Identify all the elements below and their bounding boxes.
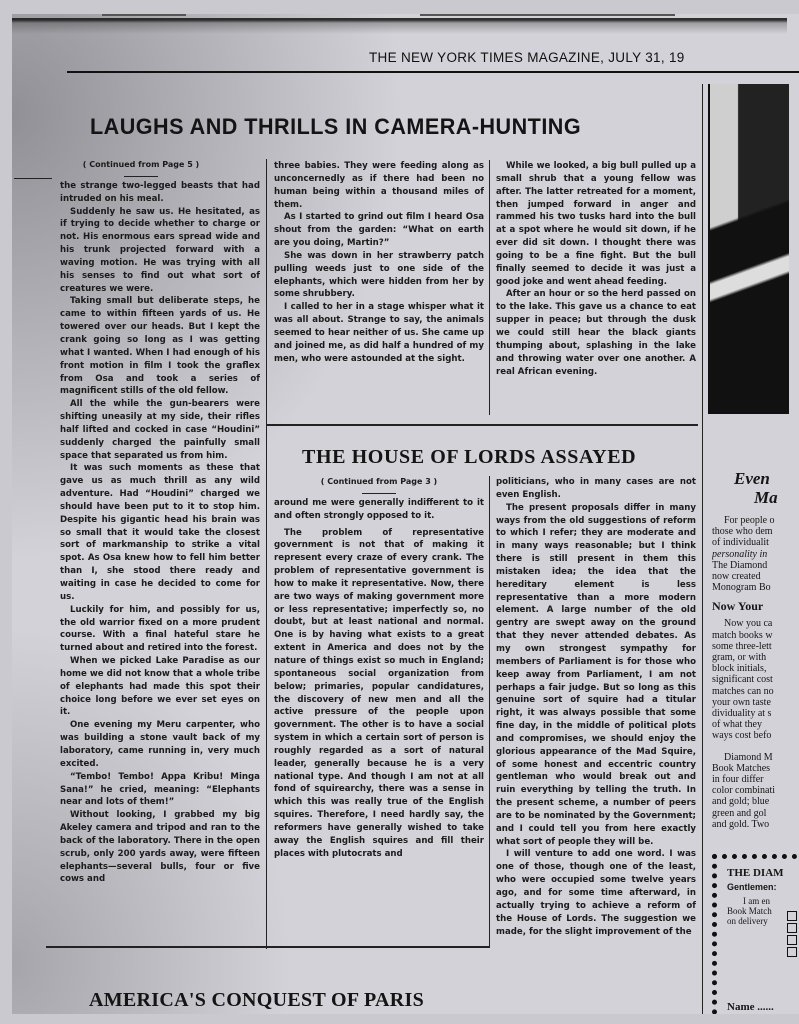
paragraph: She was down in her strawberry patch pulling weeds just to one side of the elephants, which were hidden from her by some shrubbery. — [274, 250, 484, 300]
coupon-checkboxes — [787, 911, 797, 959]
column-rule — [489, 476, 490, 946]
article2-column-2 — [496, 476, 696, 1014]
paragraph: I will venture to add one word. I was one of those, though one of the least, who were occupied some twelve years ago, and for some time afterward, in actually trying to achieve a reform of the House of Lords. The suggestion we made, for the slight improvement of the — [496, 849, 696, 937]
ad-line: your own taste — [712, 696, 771, 708]
ad-body-1 — [712, 515, 799, 593]
ink-smudge — [12, 18, 787, 34]
ad-line: now created — [712, 571, 761, 583]
paragraph: politicians, who in many cases are not even English. — [496, 477, 696, 500]
ad-line: dividuality at s — [712, 708, 772, 720]
ad-line: ways cost befo — [712, 730, 772, 742]
article1-column-3 — [496, 160, 696, 415]
paragraph: Suddenly he saw us. He hesitated, as if trying to decide whether to charge or not. His enormous ears spread wide and his trunk projected forward with a waving motion. He was trying with all his senses to find out what sort of creatures we were. — [60, 206, 260, 294]
ad-title-line-1: Even — [734, 469, 770, 488]
ad-line: color combinati — [712, 785, 776, 797]
ad-line: those who dem — [712, 526, 773, 538]
ad-line: For people o — [724, 515, 775, 526]
coupon-name-field: Name ...... — [727, 1001, 774, 1013]
paragraph: It was such moments as these that gave us as much thrill as any wild adventure. Had “Houdini” charged we should have been put to it to stop him. Despite his gigantic head his brain was so small that it would take the closest sort of markmanship to strike a vital spot. As Osa knew how to fell him better than I, she stood there ready and waiting in case he decided to come for us. — [60, 463, 260, 602]
top-edge-mark — [102, 14, 186, 16]
article-headline-camera-hunting: LAUGHS AND THRILLS IN CAMERA-HUNTING — [90, 114, 582, 139]
paragraph: All the while the gun-bearers were shifting uneasily at my side, their rifles half lifted and cocked in case “Houdini” suddenly charged the painfully small space that separated us from him. — [60, 399, 260, 461]
paragraph: One evening my Meru carpenter, who was building a stone vault back of my laboratory, came running in, very much excited. — [60, 720, 260, 769]
article-separator — [266, 424, 698, 426]
ad-line: Now you ca — [724, 618, 773, 630]
coupon-line: I am en — [743, 896, 770, 906]
ad-title-line-2: Ma — [754, 488, 778, 507]
masthead: THE NEW YORK TIMES MAGAZINE, JULY 31, 19 — [369, 50, 685, 65]
ad-line: and gold; blue — [712, 796, 770, 808]
checkbox[interactable] — [787, 947, 797, 957]
paragraph: around me were generally indifferent to it and often strongly opposed to it. — [274, 497, 484, 521]
paragraph: After an hour or so the herd passed on to the lake. This gave us a chance to eat supper in peace; but through the dusk we could still hear the black giants thumping about, splashing in the lake and throwing water over one another. A real African evening. — [496, 289, 696, 377]
top-edge-mark — [420, 14, 675, 16]
photo — [708, 84, 789, 414]
paragraph: the strange two-legged beasts that had intruded on his meal. — [60, 180, 260, 204]
ad-subhead: Now Your — [712, 599, 764, 614]
ad-line: some three-lett — [712, 640, 772, 652]
article-separator — [46, 946, 490, 948]
masthead-rule — [67, 71, 799, 73]
article-headline-house-of-lords: THE HOUSE OF LORDS ASSAYED — [302, 446, 637, 468]
paragraph: The present proposals differ in many ways from the old suggestions of reform to which I refer; they are moderate and in many ways reasonable; but I think there is still present in them this mistaken idea; the idea that the hereditary element is less representative than a more modern element. A large number of the old gentry are swept away on the ground that they never attended debates. As my own strongest sympathy for members of Parliament is for those who keep away from Parliament, I am not perhaps a fair judge. But so long as this genuine sort of squire had a titular right, it was always possible that some fine day, in the middle of political plots and compromises, we should enjoy the glorious appearance of the Mad Squire, of some honest and eccentric country gentleman who would break out and ruin everything by telling the truth. In the present scheme, a number of peers are to be nominated by the Government; and I could tell you from here exactly what sort of people they will be. — [496, 502, 696, 847]
checkbox[interactable] — [787, 935, 797, 945]
ad-body-3 — [712, 752, 799, 830]
column-rule — [702, 84, 703, 1014]
ad-line: personality in — [712, 548, 768, 560]
order-coupon — [712, 854, 799, 1014]
coupon-title: THE DIAM — [727, 867, 784, 879]
ad-line: of what they — [712, 719, 762, 731]
continued-rule — [362, 493, 396, 494]
column-rule — [266, 159, 267, 949]
paragraph: I called to her in a stage whisper what it was all about. Strange to say, the animals seemed to hear neither of us. She came up and joined me, as did half a hundred of my men, who were astounded at the sight. — [274, 302, 484, 364]
checkbox[interactable] — [787, 911, 797, 921]
ad-line: Diamond M — [724, 751, 773, 763]
paragraph: Luckily for him, and possibly for us, the old warrior fixed on a more prudent course. With a final hateful stare he turned about and retired into the forest. — [60, 604, 260, 654]
margin-mark — [14, 178, 52, 179]
ad-line: gram, or with — [712, 652, 767, 664]
ad-line: of individualit — [712, 537, 769, 549]
ad-body-2 — [712, 618, 799, 741]
paragraph: Taking small but deliberate steps, he came to within fifteen yards of us. He towered over our heads. But I kept the crank going so long as I was getting what I wanted. When I had enough of his front motion in film I took the graflex from Osa and took a series of magnificent stills of the old fellow. — [60, 296, 260, 397]
article1-column-2 — [274, 160, 484, 415]
paragraph: “Tembo! Tembo! Appa Kribu! Minga Sana!” he cried, meaning: “Elephants near and lots of them!” — [60, 771, 260, 808]
coupon-line: Book Match — [727, 906, 772, 916]
ad-line: and gold. Two — [712, 818, 770, 830]
newspaper-page — [12, 14, 799, 1014]
paragraph: When we picked Lake Paradise as our home we did not know that a whole tribe of elephants had made this spot their choice long before we ever set eyes on it. — [60, 656, 260, 718]
continued-rule — [124, 176, 158, 177]
article1-column-1 — [22, 159, 260, 939]
paragraph: While we looked, a big bull pulled up a small shrub that a young fellow was after. The latter retreated for a moment, then jumped forward in anger and rammed his two tusks hard into the bull at a spot where he would sit down, if he ever did sit down. I thought there was going to be a fine fight. But the bull finally seemed to decide it was just a good joke and went ahead feeding. — [496, 161, 696, 287]
column-rule — [489, 160, 490, 415]
ad-line: matches can no — [712, 685, 774, 697]
ad-line: significant cost — [712, 674, 773, 686]
ad-line: green and gol — [712, 807, 767, 819]
coupon-line: on delivery — [727, 916, 768, 926]
ad-line: The Diamond — [712, 559, 768, 571]
coupon-greeting: Gentlemen: — [727, 882, 777, 892]
article2-column-1 — [274, 476, 484, 938]
ad-line: match books w — [712, 629, 773, 641]
ad-line: Monogram Bo — [712, 582, 771, 594]
ad-line: block initials, — [712, 663, 767, 675]
ad-line: Book Matches — [712, 762, 771, 774]
article-headline-america-paris: AMERICA'S CONQUEST OF PARIS — [89, 989, 424, 1011]
checkbox[interactable] — [787, 923, 797, 933]
continued-note: ( Continued from Page 5 ) — [82, 160, 200, 169]
paragraph: Without looking, I grabbed my big Akeley camera and tripod and ran to the back of the laboratory. There in the open scrub, only 200 yards away, were fifteen elephants—several bulls, four or five cows and — [60, 810, 260, 885]
continued-note: ( Continued from Page 3 ) — [320, 477, 438, 486]
paragraph: three babies. They were feeding along as unconcernedly as if there had been no human being within a thousand miles of them. — [274, 161, 484, 210]
paragraph: As I started to grind out film I heard Osa shout from the garden: “What on earth are you doing, Martin?” — [274, 212, 484, 249]
paragraph: The problem of representative government is not that of making it represent every craze of every crank. The problem of representative government is how to make it representative. Now, there are two ways of making government more or less representative; imperfectly so, no doubt, but at least national and normal. One is by having what exists to a great extent in America and does not by the nature of things exist so much in England; spontaneous social organization from below; primaries, popular candidatures, the discovery of new men and all the active pressure of the people upon government. The other is to have a social system in which a certain sort of person is roughly regarded as a sort of natural leader, generally because he is a very national type. And though I am not at all fond of squirearchy, there was a sense in which this was really true of the English squires. Therefore, I need hardly say, the reformers have generally wished to take away the English squires and fill their places with plutocrats and — [274, 527, 484, 859]
ad-line: in four differ — [712, 774, 764, 786]
